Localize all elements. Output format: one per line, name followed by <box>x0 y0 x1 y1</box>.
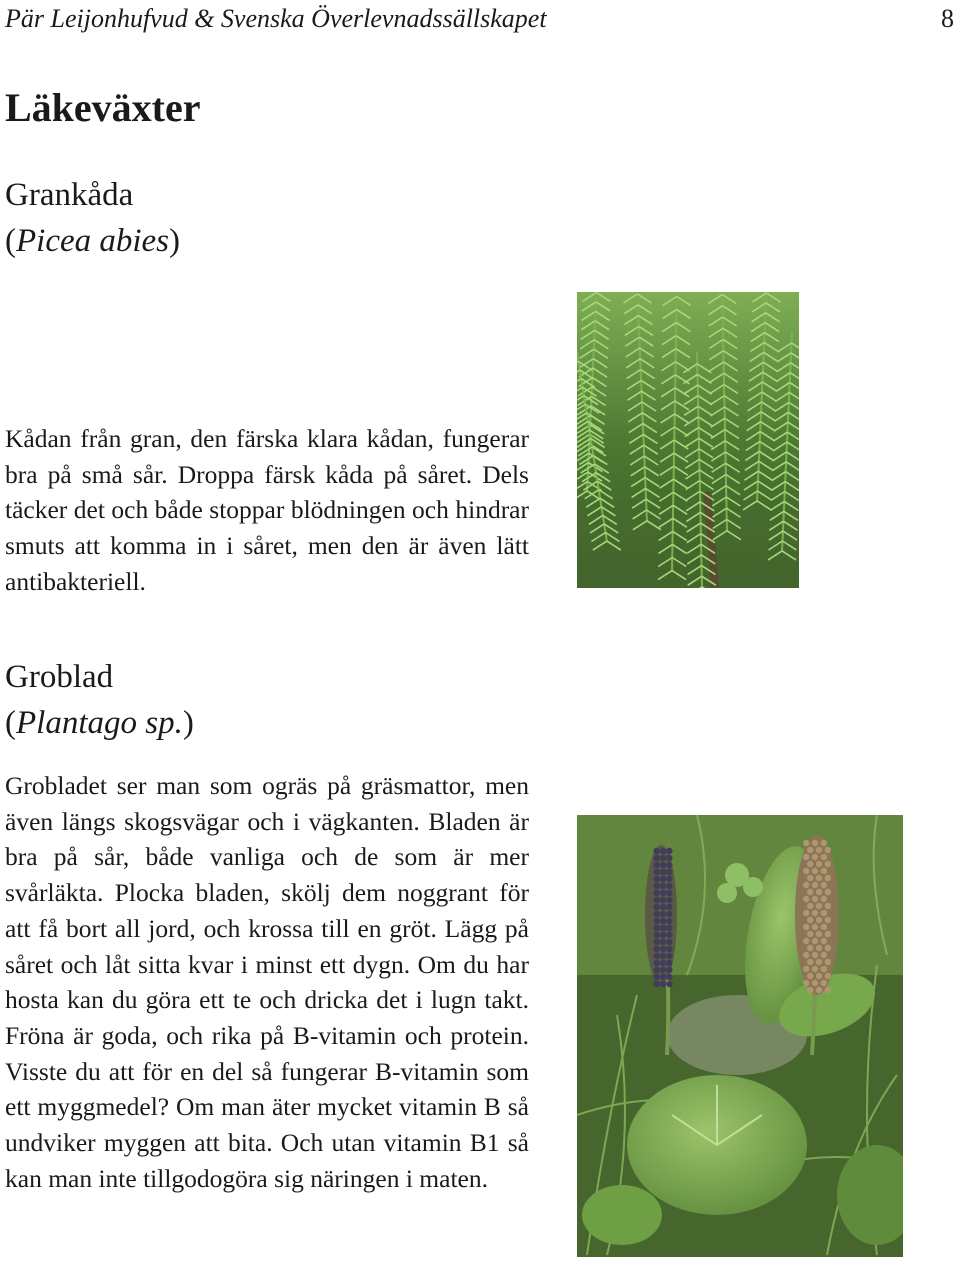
seed-dot <box>821 924 827 930</box>
seed-dot <box>816 903 822 909</box>
plantain-photo <box>577 815 903 1257</box>
seed-dot <box>666 897 672 903</box>
section-body-text: Grobladet ser man som ogräs på gräsmattor, men även längs skogsvägar och i vägkanten. Bladen är bra på sår, både vanliga och de som är mer svårläkta. Plocka bladen, skölj dem noggrant för att få bort all jord, och krossa till en gröt. Lägg på såret och låt sitta kvar i minst ett dygn. Om du har hosta kan du göra ett te och dricka det i lugn takt. Fröna är goda, och rika på B-vitamin och protein. Visste du att för en del så fungerar B-vitamin som ett myggmedel? Om man äter mycket vitamin B så undviker myggen att bita. Och utan vitamin B1 så kan man inte tillgodogöra sig näringen i maten. <box>5 771 529 1193</box>
seed-dot <box>816 917 822 923</box>
seed-dot <box>803 868 809 874</box>
seed-dot <box>803 882 809 888</box>
seed-dot <box>816 987 822 993</box>
seed-dot <box>660 932 666 938</box>
seed-dot <box>816 931 822 937</box>
seed-dot <box>821 882 827 888</box>
seed-dot <box>653 897 659 903</box>
seed-dot <box>666 869 672 875</box>
seed-dot <box>653 953 659 959</box>
seed-dot <box>653 869 659 875</box>
seed-dot <box>666 876 672 882</box>
spruce-branch-image <box>577 292 799 588</box>
seed-dot <box>666 883 672 889</box>
seed-dot <box>660 953 666 959</box>
seed-dot <box>807 861 813 867</box>
seed-dot <box>666 911 672 917</box>
seed-dot <box>660 974 666 980</box>
section-heading-grankada <box>5 172 180 264</box>
seed-dot <box>821 980 827 986</box>
page-title: Läkeväxter <box>5 85 201 130</box>
seed-dot <box>825 917 831 923</box>
seed-dot <box>812 924 818 930</box>
seed-dot <box>653 855 659 861</box>
seed-dot <box>660 925 666 931</box>
seed-dot <box>803 980 809 986</box>
seed-dot <box>666 904 672 910</box>
seed-dot <box>660 946 666 952</box>
seed-dot <box>825 847 831 853</box>
seed-dot <box>660 967 666 973</box>
seed-dot <box>812 910 818 916</box>
seed-dot <box>660 876 666 882</box>
seed-dot <box>660 939 666 945</box>
seed-dot <box>807 973 813 979</box>
seed-dot <box>653 883 659 889</box>
paren-open: ( <box>5 223 16 259</box>
seed-dot <box>666 946 672 952</box>
seed-dot <box>803 910 809 916</box>
seed-dot <box>812 980 818 986</box>
seed-dot <box>807 917 813 923</box>
section-body-text: Kådan från gran, den färska klara kådan, fungerar bra på små sår. Droppa färsk kåda på såret. Dels täcker det och både stoppar blödningen och hindrar smuts att komma in i såret, men den är även lätt antibakteriell. <box>5 424 529 596</box>
seed-dot <box>666 855 672 861</box>
seed-dot <box>812 938 818 944</box>
seed-dot <box>660 960 666 966</box>
seed-dot <box>653 904 659 910</box>
seed-dot <box>803 952 809 958</box>
seed-dot <box>660 855 666 861</box>
seed-dot <box>666 981 672 987</box>
seed-dot <box>816 889 822 895</box>
latin-name: Picea abies <box>16 223 170 259</box>
seed-dot <box>825 945 831 951</box>
seed-dot <box>653 946 659 952</box>
seed-dot <box>666 967 672 973</box>
paren-close: ) <box>169 223 181 259</box>
seed-dot <box>825 973 831 979</box>
seed-dot <box>812 840 818 846</box>
seed-dot <box>666 862 672 868</box>
seed-dot <box>653 960 659 966</box>
seed-dot <box>660 981 666 987</box>
seed-dot <box>816 875 822 881</box>
seed-dot <box>821 966 827 972</box>
seed-dot <box>821 910 827 916</box>
seed-dot <box>803 896 809 902</box>
seed-dot <box>653 862 659 868</box>
seed-dot <box>807 889 813 895</box>
paren-open: ( <box>5 705 16 741</box>
seed-dot <box>807 987 813 993</box>
seed-dot <box>807 875 813 881</box>
seed-dot <box>825 987 831 993</box>
seed-dot <box>653 967 659 973</box>
seed-dot <box>653 939 659 945</box>
seed-dot <box>666 953 672 959</box>
plantain-image <box>577 815 903 1257</box>
seed-dot <box>825 875 831 881</box>
seed-dot <box>816 847 822 853</box>
seed-dot <box>653 876 659 882</box>
seed-dot <box>825 959 831 965</box>
running-head: Pär Leijonhufvud & Svenska Överlevnadssällskapet <box>5 4 547 33</box>
seed-dot <box>653 981 659 987</box>
seed-dot <box>812 882 818 888</box>
seed-dot <box>660 897 666 903</box>
seed-dot <box>821 840 827 846</box>
seed-dot <box>666 890 672 896</box>
seed-dot <box>653 911 659 917</box>
paren-close: ) <box>182 705 194 741</box>
seed-dot <box>660 862 666 868</box>
seed-dot <box>816 959 822 965</box>
seed-dot <box>821 896 827 902</box>
seed-dot <box>653 890 659 896</box>
latin-name-line <box>5 705 194 741</box>
seed-dot <box>666 925 672 931</box>
seed-dot <box>666 918 672 924</box>
seed-dot <box>825 931 831 937</box>
seed-dot <box>660 890 666 896</box>
seed-dot <box>807 903 813 909</box>
seed-dot <box>653 918 659 924</box>
seed-dot <box>660 848 666 854</box>
seed-dot <box>660 869 666 875</box>
seed-dot <box>666 960 672 966</box>
spruce-branch-photo <box>577 292 799 588</box>
seed-dot <box>653 932 659 938</box>
seed-dot <box>666 939 672 945</box>
seed-dot <box>660 904 666 910</box>
seed-dot <box>812 952 818 958</box>
seed-dot <box>666 932 672 938</box>
seed-dot <box>660 911 666 917</box>
section-name: Grankåda <box>5 177 134 213</box>
seed-dot <box>816 861 822 867</box>
seed-dot <box>807 945 813 951</box>
seed-dot <box>812 896 818 902</box>
latin-name-line <box>5 223 180 259</box>
seed-dot <box>812 966 818 972</box>
seed-dot <box>660 883 666 889</box>
seed-dot <box>825 861 831 867</box>
page-number: 8 <box>941 4 954 33</box>
seed-dot <box>816 973 822 979</box>
seed-dot <box>803 924 809 930</box>
seed-dot <box>821 938 827 944</box>
seed-dot <box>653 974 659 980</box>
seed-dot <box>803 966 809 972</box>
section-name: Groblad <box>5 659 114 695</box>
seed-dot <box>821 952 827 958</box>
seed-dot <box>807 959 813 965</box>
seed-dot <box>666 848 672 854</box>
seed-dot <box>825 903 831 909</box>
seed-dot <box>653 848 659 854</box>
seed-dot <box>803 840 809 846</box>
seed-dot <box>660 918 666 924</box>
seed-dot <box>666 974 672 980</box>
seed-dot <box>825 889 831 895</box>
seed-dot <box>807 847 813 853</box>
section-heading-groblad <box>5 654 194 746</box>
seed-dot <box>812 868 818 874</box>
seed-dot <box>821 868 827 874</box>
seed-dot <box>812 854 818 860</box>
seed-dot <box>821 854 827 860</box>
seed-dot <box>803 854 809 860</box>
seed-dot <box>653 925 659 931</box>
seed-dot <box>816 945 822 951</box>
seed-dot <box>807 931 813 937</box>
latin-name: Plantago sp. <box>16 705 183 741</box>
seed-dot <box>803 938 809 944</box>
